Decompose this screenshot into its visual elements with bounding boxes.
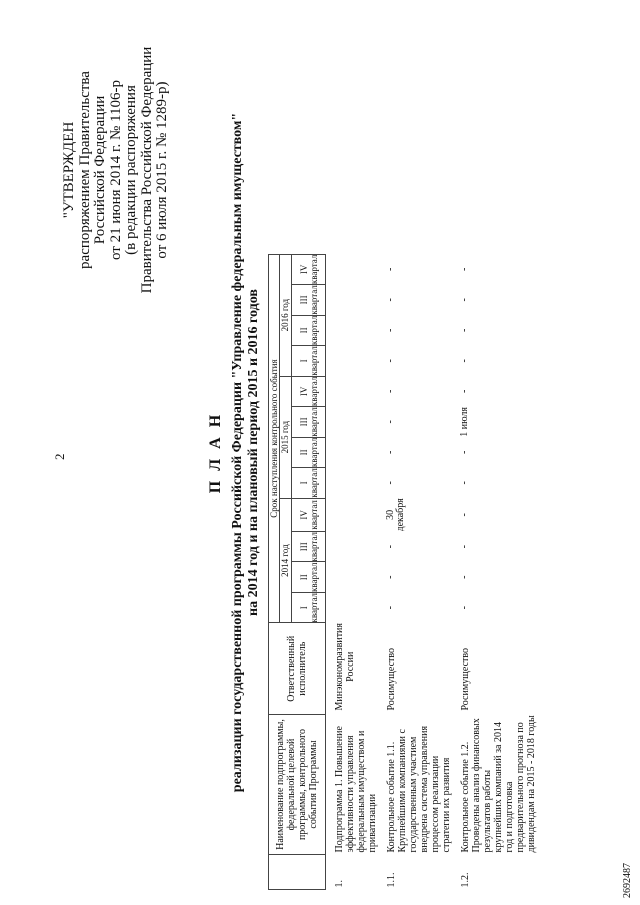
row-executor: Росимущество xyxy=(386,647,397,711)
table-header-row xyxy=(269,254,280,889)
approval-line: распоряжением Правительства xyxy=(76,71,93,269)
quarter-word: квартал xyxy=(308,500,319,530)
plan-table xyxy=(268,254,537,890)
header-year-2016: 2016 год xyxy=(280,254,292,376)
term-cell xyxy=(326,254,379,285)
row-number: 1.2. xyxy=(460,872,471,888)
plan-subtitle xyxy=(230,0,262,905)
term-cell: 30 декабря xyxy=(385,498,406,532)
row-name: Контрольное событие 1.2. Проведены анализ финансовых результатов работы крупнейших компаний за 2014 год и подготовка предварительного прогноза по дивидендам на 2015 - 2018 годы xyxy=(460,715,537,853)
term-cell: - xyxy=(385,298,396,302)
quarter-word: квартал xyxy=(308,254,319,285)
term-cell: - xyxy=(385,545,396,549)
quarter-word: квартал xyxy=(308,468,319,498)
term-cell: - xyxy=(459,328,470,333)
quarter-numeral: III xyxy=(298,295,309,305)
term-cell xyxy=(326,376,379,407)
quarter-word: квартал xyxy=(308,285,319,315)
document-code: 2692487 xyxy=(622,863,633,898)
header-quarter-cell xyxy=(292,437,326,468)
term-cell: 1 июля xyxy=(459,407,470,437)
quarter-numeral: II xyxy=(298,574,309,581)
quarter-word: квартал xyxy=(308,315,319,346)
term-cell xyxy=(326,592,379,623)
header-quarter-cell xyxy=(292,531,326,562)
approval-line: от 6 июля 2015 г. № 1289-р) xyxy=(154,81,170,259)
term-cell: - xyxy=(459,575,470,579)
header-quarter-cell xyxy=(292,562,326,593)
quarter-numeral: I xyxy=(298,606,309,610)
term-cell xyxy=(326,498,379,531)
term-cell: - xyxy=(459,545,470,549)
table-row xyxy=(378,254,452,889)
table-row xyxy=(326,254,379,889)
quarter-numeral: I xyxy=(298,359,309,363)
header-quarter-cell xyxy=(292,376,326,407)
term-cell: - xyxy=(459,267,470,272)
quarter-numeral: I xyxy=(298,481,309,485)
term-cell: - xyxy=(385,389,396,394)
term-cell xyxy=(326,562,379,593)
row-number: 1. xyxy=(334,880,345,888)
quarter-numeral: III xyxy=(298,417,309,427)
quarter-word: квартал xyxy=(308,592,319,623)
term-cell xyxy=(326,346,379,377)
row-number: 1.1. xyxy=(386,872,397,888)
quarter-word: квартал xyxy=(308,437,319,468)
term-cell: - xyxy=(459,298,470,302)
header-num-cell xyxy=(269,855,326,890)
row-executor: Минэкономразвития России xyxy=(334,622,356,711)
term-cell: - xyxy=(385,359,396,363)
term-cell: - xyxy=(385,267,396,272)
quarter-numeral: IV xyxy=(298,264,309,275)
header-quarter-cell xyxy=(292,498,326,531)
approval-stamp xyxy=(62,20,171,320)
term-cell: - xyxy=(385,450,396,455)
header-year-2015: 2015 год xyxy=(280,376,292,498)
term-cell: - xyxy=(385,481,396,485)
header-term-cell: Срок наступления контрольного события xyxy=(269,254,280,623)
term-cell: - xyxy=(459,389,470,394)
header-quarter-cell xyxy=(292,285,326,316)
quarter-numeral: II xyxy=(298,327,309,334)
header-quarter-cell xyxy=(292,407,326,438)
quarter-word: квартал xyxy=(308,562,319,592)
term-cell: - xyxy=(459,513,470,517)
header-quarter-cell xyxy=(292,315,326,346)
row-name: Подпрограмма 1. Повышение эффективности управления федеральным имуществом и приватизации xyxy=(334,726,378,853)
term-cell: - xyxy=(385,606,396,610)
term-cell xyxy=(326,437,379,468)
header-quarter-cell xyxy=(292,254,326,285)
quarter-numeral: III xyxy=(298,542,309,552)
row-name: Контрольное событие 1.1. Крупнейшими компаниями с государственным участием внедрена система управления процессом реализации стратегии их развития xyxy=(386,725,452,853)
term-cell: - xyxy=(385,328,396,333)
approval-line: "УТВЕРЖДЕН xyxy=(61,121,77,219)
plan-heading: П Л А Н xyxy=(207,411,224,494)
quarter-word: квартал xyxy=(308,376,319,407)
header-quarter-cell xyxy=(292,592,326,623)
page-number: 2 xyxy=(52,453,67,460)
approval-line: Российской Федерации xyxy=(92,95,108,245)
header-name-cell: Наименование подпрограммы, федеральной целевой программы, контрольного события Программы xyxy=(269,715,326,855)
table-row xyxy=(452,254,537,889)
term-cell: - xyxy=(459,481,470,485)
header-quarter-cell xyxy=(292,346,326,377)
subtitle-line: реализации государственной программы Российской Федерации "Управление федеральным имуществом" xyxy=(230,112,245,793)
term-cell: - xyxy=(385,420,396,424)
quarter-word: квартал xyxy=(308,346,319,376)
quarter-numeral: II xyxy=(298,449,309,456)
term-cell: - xyxy=(459,359,470,363)
quarter-numeral: IV xyxy=(298,386,309,397)
term-cell xyxy=(326,407,379,438)
term-cell: - xyxy=(459,606,470,610)
approval-line: от 21 июня 2014 г. № 1106-р xyxy=(107,80,124,260)
quarter-word: квартал xyxy=(308,531,319,562)
row-executor: Росимущество xyxy=(460,647,471,711)
header-executor-cell: Ответственный исполнитель xyxy=(269,623,326,715)
term-cell xyxy=(326,315,379,346)
term-cell: - xyxy=(459,450,470,455)
term-cell xyxy=(326,285,379,316)
header-year-2014: 2014 год xyxy=(280,498,292,623)
approval-line: (в редакции распоряжения xyxy=(123,85,139,255)
header-quarter-cell xyxy=(292,468,326,499)
subtitle-line: на 2014 год и на плановый период 2015 и 2016 годов xyxy=(246,289,261,616)
approval-line: Правительства Российской Федерации xyxy=(138,46,155,294)
quarter-word: квартал xyxy=(308,407,319,437)
term-cell: - xyxy=(385,575,396,579)
term-cell xyxy=(326,468,379,499)
term-cell xyxy=(326,531,379,562)
quarter-numeral: IV xyxy=(298,510,309,520)
